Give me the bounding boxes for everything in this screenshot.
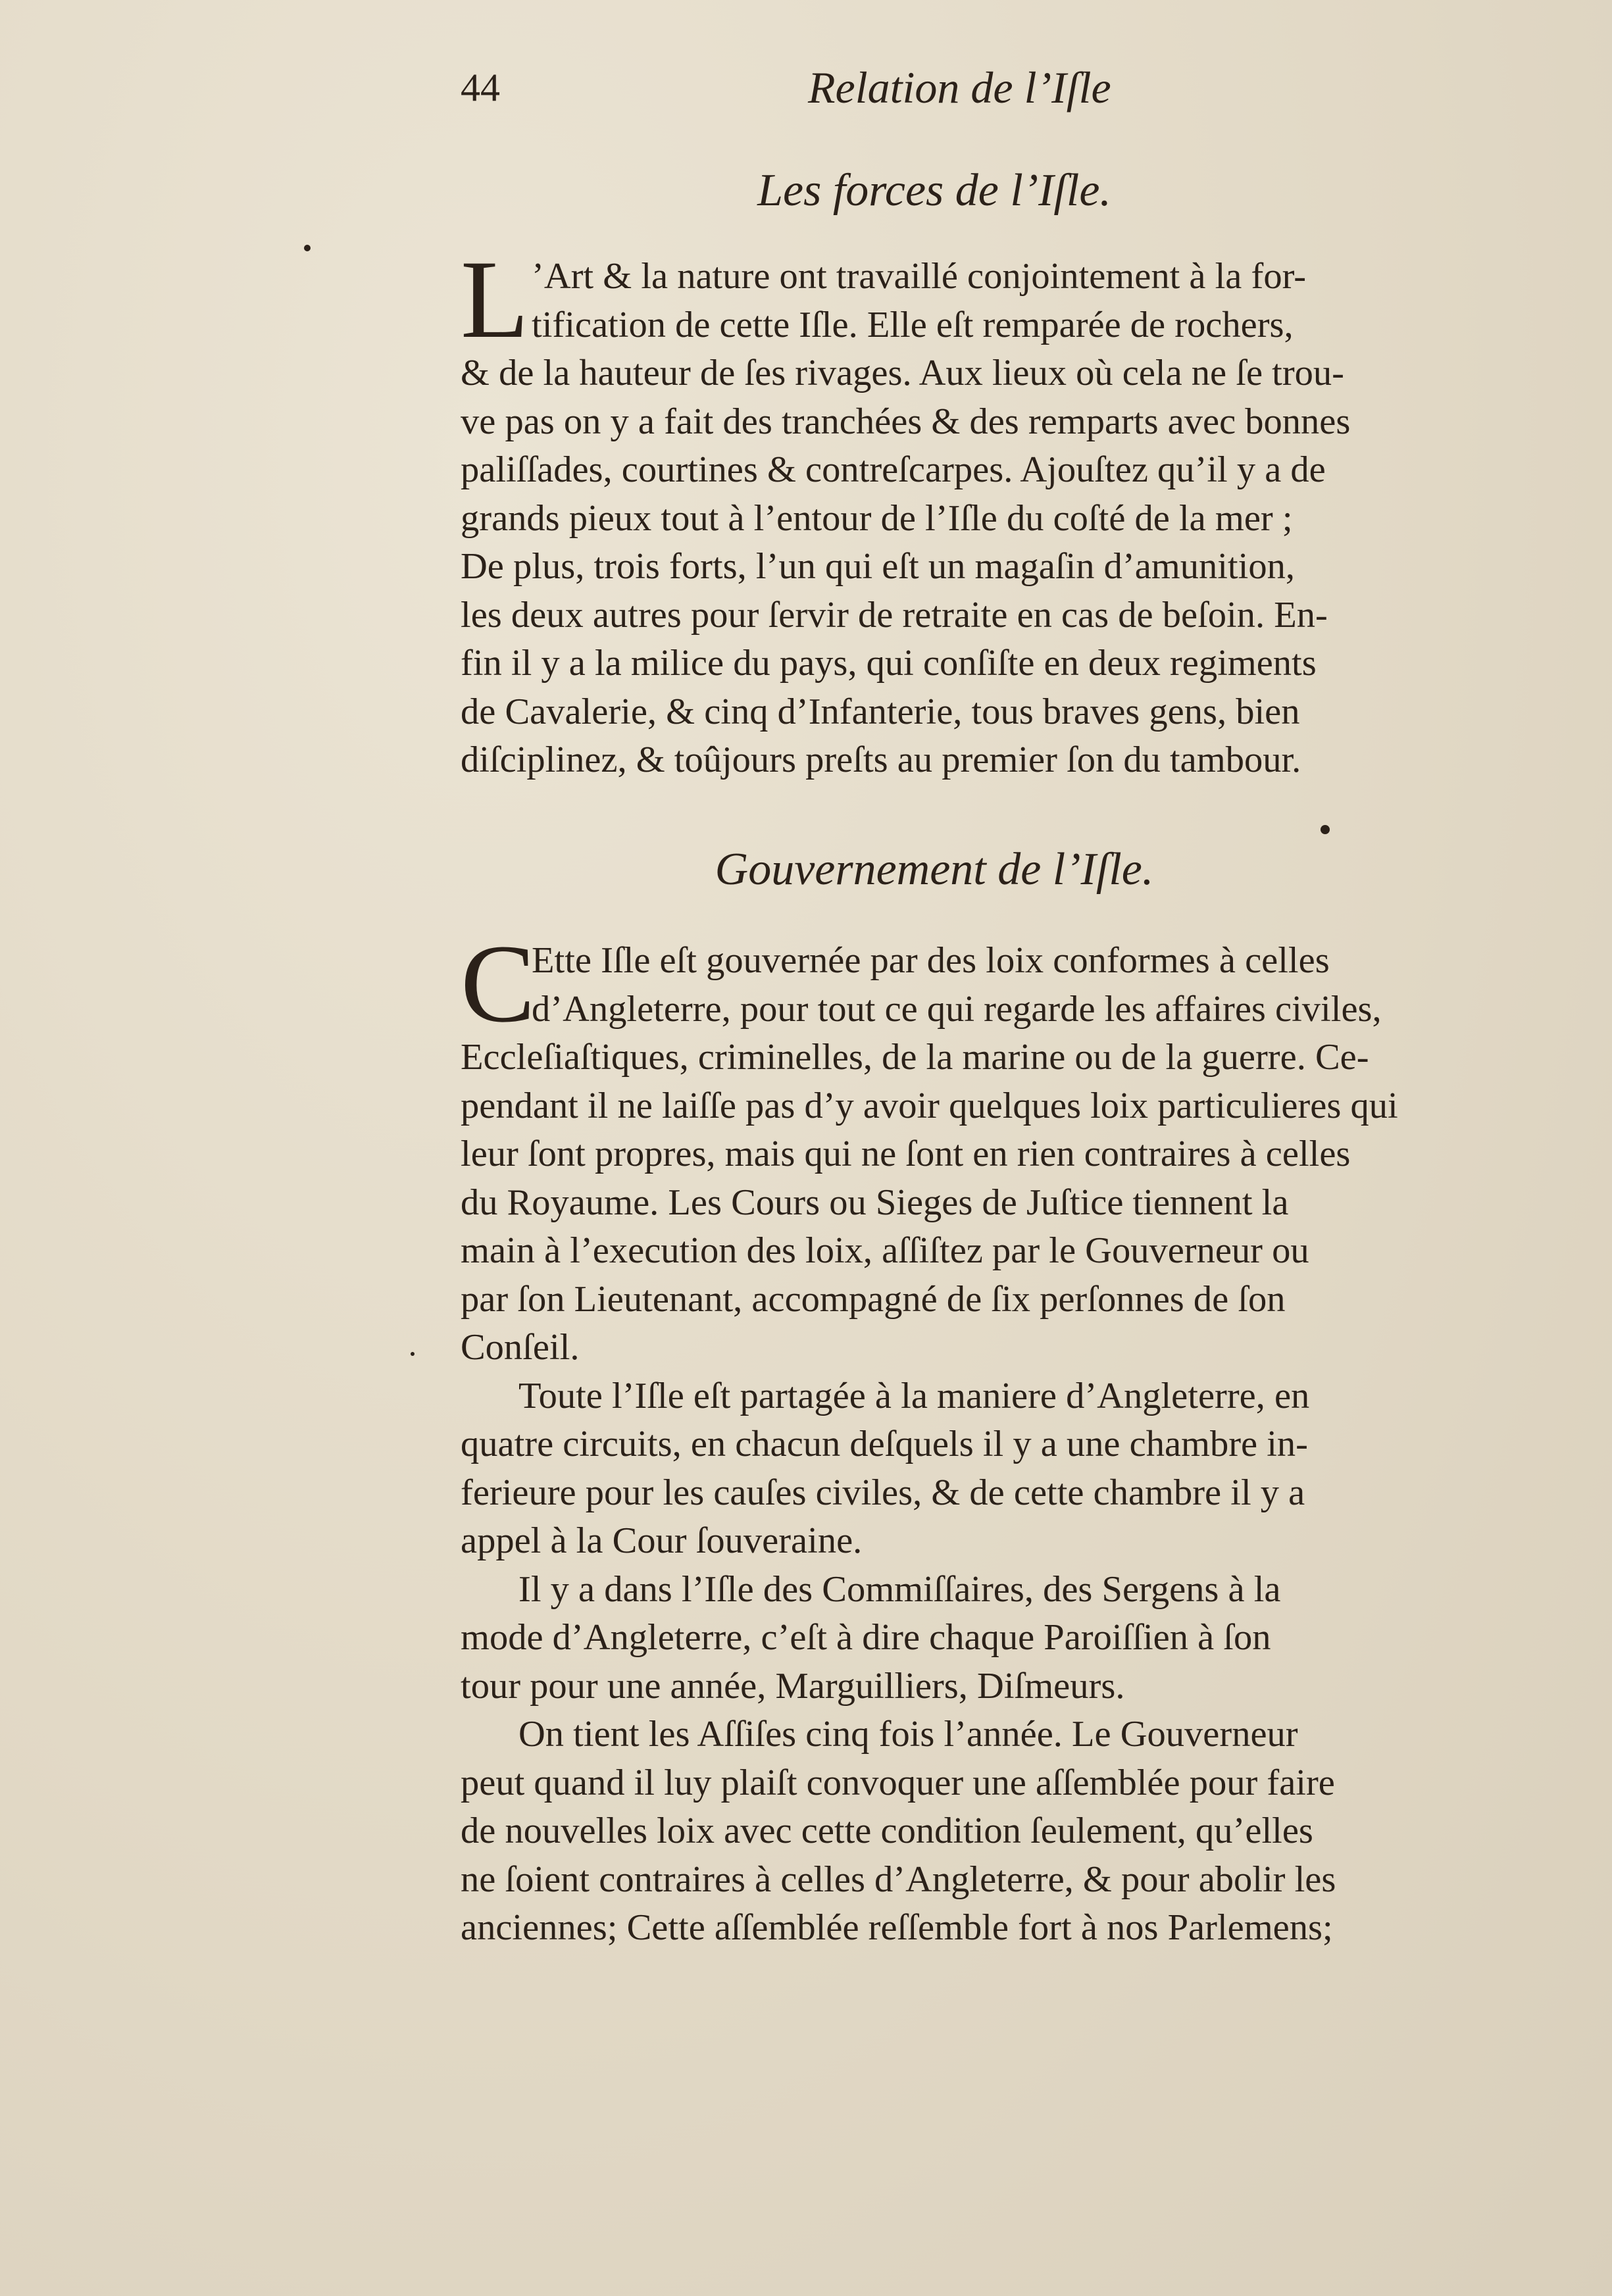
text-line: main à l’execution des loix, aſſiſtez par le Gouverneur ou	[461, 1230, 1309, 1271]
text-line: diſciplinez, & toûjours preſts au premier ſon du tambour.	[461, 739, 1301, 780]
text-line: quatre circuits, en chacun deſquels il y a une chambre in-	[461, 1424, 1308, 1464]
text-line: ferieure pour les cauſes civiles, & de cette chambre il y a	[461, 1472, 1305, 1513]
text-line: ’Art & la nature ont travaillé conjointement à la for-	[532, 256, 1307, 297]
text-line: Conſeil.	[461, 1327, 580, 1368]
text-line: fin il y a la milice du pays, qui conſiſte en deux regiments	[461, 643, 1317, 684]
text-line: de Cavalerie, & cinq d’Infanterie, tous braves gens, bien	[461, 691, 1300, 732]
text-line: De plus, trois forts, l’un qui eſt un magaſin d’amunition,	[461, 546, 1295, 587]
text-line: Il y a dans l’Iſle des Commiſſaires, des Sergens à la	[518, 1568, 1281, 1610]
text-line: de nouvelles loix avec cette condition ſeulement, qu’elles	[461, 1810, 1313, 1851]
section-gouvernement-text	[461, 922, 1526, 1953]
section-title-gouvernement: Gouvernement de l’Iſle.	[715, 844, 1154, 895]
drop-cap: L	[461, 237, 529, 361]
section-title-forces: Les forces de l’Iſle.	[757, 165, 1111, 216]
text-line: d’Angleterre, pour tout ce qui regarde les affaires civiles,	[532, 988, 1382, 1030]
text-line: tification de cette Iſle. Elle eſt remparée de rochers,	[532, 304, 1294, 345]
running-title: Relation de l’Iſle	[808, 62, 1111, 112]
section-forces-text	[461, 237, 1526, 785]
ink-speck	[304, 245, 311, 251]
text-line: ne ſoient contraires à celles d’Angleterre, & pour abolir les	[461, 1859, 1336, 1900]
text-line: On tient les Aſſiſes cinq fois l’année. Le Gouverneur	[518, 1714, 1298, 1755]
text-line: appel à la Cour ſouveraine.	[461, 1520, 863, 1561]
drop-cap: C	[461, 922, 536, 1045]
text-line: peut quand il luy plaiſt convoquer une aſſemblée pour faire	[461, 1762, 1335, 1803]
text-line: ve pas on y a fait des tranchées & des remparts avec bonnes	[461, 401, 1351, 442]
text-line: pendant il ne laiſſe pas d’y avoir quelques loix particulieres qui	[461, 1085, 1398, 1126]
page-number: 44	[461, 66, 500, 109]
text-line: anciennes; Cette aſſemblée reſſemble fort à nos Parlemens;	[461, 1907, 1333, 1948]
running-head	[461, 58, 1184, 117]
text-line: mode d’Angleterre, c’eſt à dire chaque Paroiſſien à ſon	[461, 1617, 1271, 1658]
text-line: grands pieux tout à l’entour de l’Iſle du coſté de la mer ;	[461, 497, 1293, 539]
text-line: les deux autres pour ſervir de retraite en cas de beſoin. En-	[461, 594, 1328, 636]
text-line: par ſon Lieutenant, accompagné de ſix perſonnes de ſon	[461, 1278, 1286, 1320]
text-line: Toute l’Iſle eſt partagée à la maniere d’Angleterre, en	[518, 1375, 1310, 1416]
text-line: Ette Iſle eſt gouvernée par des loix conformes à celles	[532, 940, 1330, 981]
text-line: & de la hauteur de ſes rivages. Aux lieux où cela ne ſe trou-	[461, 353, 1344, 393]
text-line: leur ſont propres, mais qui ne ſont en rien contraires à celles	[461, 1134, 1351, 1174]
text-line: du Royaume. Les Cours ou Sieges de Juſtice tiennent la	[461, 1182, 1289, 1223]
text-line: Eccleſiaſtiques, criminelles, de la marine ou de la guerre. Ce-	[461, 1037, 1369, 1078]
text-line: tour pour une année, Marguilliers, Diſmeurs.	[461, 1665, 1125, 1707]
ink-speck	[411, 1352, 415, 1356]
ink-speck	[1321, 825, 1330, 834]
text-line: paliſſades, courtines & contreſcarpes. Ajouſtez qu’il y a de	[461, 449, 1326, 490]
